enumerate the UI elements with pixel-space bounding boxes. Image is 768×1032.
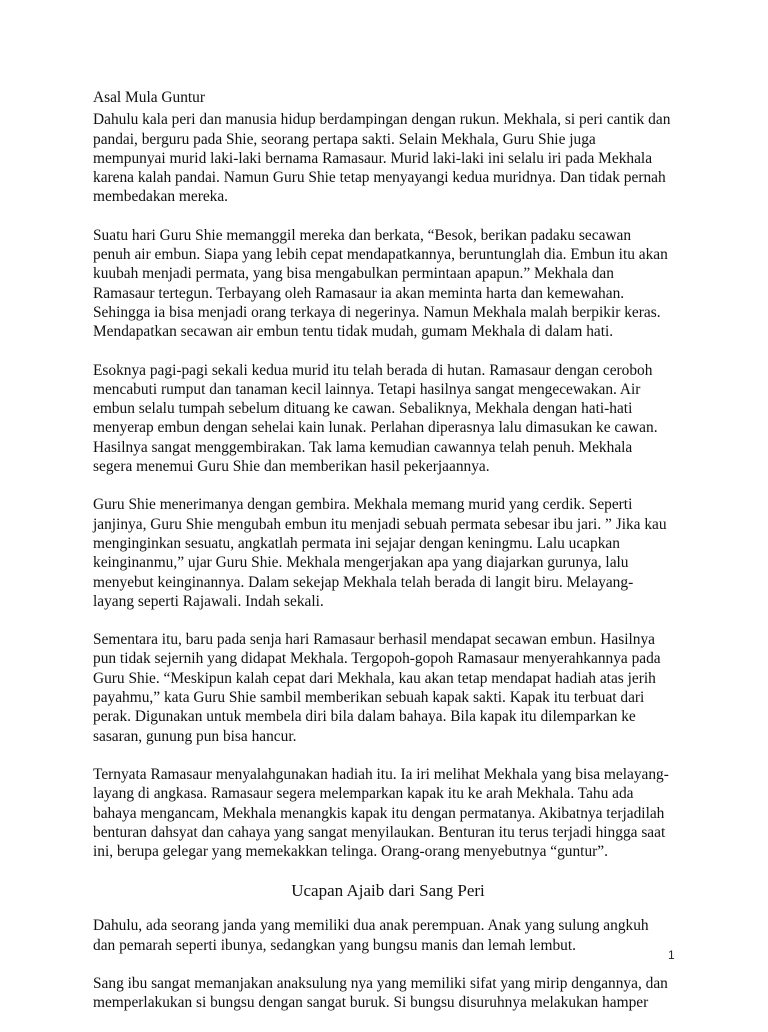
text-line: Ramasaur tertegun. Terbayang oleh Ramasaur ia akan meminta harta dan kemewahan.: [93, 284, 625, 302]
text-line: perak. Digunakan untuk membela diri bila dalam bahaya. Bila kapak itu dilemparkan ke: [93, 708, 636, 726]
text-line: Guru Shie. “Meskipun kalah cepat dari Mekhala, kau akan tetap mendapat hadiah atas jerih: [93, 669, 656, 687]
paragraph: [93, 226, 683, 342]
paragraph: [93, 765, 683, 861]
paragraph: [93, 630, 683, 746]
section-heading: Ucapan Ajaib dari Sang Peri: [291, 881, 485, 901]
text-line: Sang ibu sangat memanjakan anaksulung nya yang memiliki sifat yang mirip dengannya, dan: [93, 974, 668, 992]
text-line: Sementara itu, baru pada senja hari Ramasaur berhasil mendapat secawan embun. Hasilnya: [93, 631, 655, 649]
text-line: membedakan mereka.: [93, 188, 229, 206]
text-line: bahaya mengancam, Mekhala menangkis kapak itu dengan permatanya. Akibatnya terjadilah: [93, 804, 665, 822]
page-number: 1: [668, 948, 675, 962]
text-line: kuubah menjadi permata, yang bisa mengabulkan permintaan apapun.” Mekhala dan: [93, 265, 614, 283]
paragraph: [93, 361, 683, 477]
text-line: penuh air embun. Siapa yang lebih cepat mendapatkannya, beruntunglah dia. Embun itu akan: [93, 246, 668, 264]
text-line: Sehingga ia bisa menjadi orang terkaya di negerinya. Namun Mekhala malah berpikir keras.: [93, 303, 661, 321]
paragraph: [93, 110, 683, 206]
text-line: Dahulu, ada seorang janda yang memiliki dua anak perempuan. Anak yang sulung angkuh: [93, 917, 649, 935]
text-line: Mendapatkan secawan air embun tentu tidak mudah, gumam Mekhala di dalam hati.: [93, 323, 614, 341]
text-line: karena kalah pandai. Namun Guru Shie tetap menyayangi kedua muridnya. Dan tidak pernah: [93, 169, 666, 187]
text-line: mencabuti rumput dan tanaman kecil lainnya. Tetapi hasilnya sangat mengecewakan. Air: [93, 380, 641, 398]
text-line: layang di angkasa. Ramasaur segera melemparkan kapak itu ke arah Mekhala. Tahu ada: [93, 785, 634, 803]
paragraph: [93, 916, 683, 955]
text-line: keinginanmu,” ujar Guru Shie. Mekhala mengerjakan apa yang diajarkan gurunya, lalu: [93, 554, 629, 572]
text-line: dan pemarah seperti ibunya, sedangkan yang bungsu manis dan lemah lembut.: [93, 936, 576, 954]
story-paragraphs: [93, 110, 683, 861]
text-line: pun tidak sejernih yang didapat Mekhala. Tergopoh-gopoh Ramasaur menyerahkannya pada: [93, 650, 661, 668]
text-line: benturan dahsyat dan cahaya yang sangat menyilaukan. Benturan itu terus terjadi hingga saat: [93, 823, 666, 841]
text-line: pandai, berguru pada Shie, seorang pertapa sakti. Selain Mekhala, Guru Shie juga: [93, 130, 596, 148]
text-line: Ternyata Ramasaur menyalahgunakan hadiah itu. Ia iri melihat Mekhala yang bisa melayang-: [93, 765, 669, 783]
text-line: ini, berupa gelegar yang memekakkan telinga. Orang-orang menyebutnya “guntur”.: [93, 843, 608, 861]
text-line: Hasilnya sangat menggembirakan. Tak lama kemudian cawannya telah penuh. Mekhala: [93, 438, 633, 456]
text-line: menyebut keinginannya. Dalam sekejap Mekhala telah berada di langit biru. Melayang-: [93, 573, 634, 591]
document-body: [93, 88, 683, 1032]
document-title: Asal Mula Guntur: [93, 89, 205, 106]
text-line: Guru Shie menerimanya dengan gembira. Mekhala memang murid yang cerdik. Seperti: [93, 496, 633, 514]
text-line: memperlakukan si bungsu dengan sangat buruk. Si bungsu disuruhnya melakukan hamper: [93, 994, 649, 1012]
text-line: Dahulu kala peri dan manusia hidup berdampingan dengan rukun. Mekhala, si peri cantik dan: [93, 111, 671, 129]
text-line: janjinya, Guru Shie mengubah embun itu menjadi sebuah permata sebesar ibu jari. ” Jika kau: [93, 515, 667, 533]
text-line: Suatu hari Guru Shie memanggil mereka dan berkata, “Besok, berikan padaku secawan: [93, 226, 632, 244]
text-line: segera menemui Guru Shie dan memberikan hasil pekerjaannya.: [93, 458, 490, 476]
text-line: mempunyai murid laki-laki bernama Ramasaur. Murid laki-laki ini selalu iri pada Mekhala: [93, 149, 653, 167]
paragraph: [93, 974, 683, 1013]
paragraph: [93, 495, 683, 611]
text-line: embun selalu tumpah sebelum dituang ke cawan. Sebaliknya, Mekhala dengan hati-hati: [93, 400, 633, 418]
text-line: layang seperti Rajawali. Indah sekali.: [93, 592, 324, 610]
text-line: menyerap embun dengan sehelai kain lunak. Perlahan diperasnya lalu dimasukan ke cawan.: [93, 419, 658, 437]
section-paragraphs: [93, 916, 683, 1012]
text-line: Esoknya pagi-pagi sekali kedua murid itu telah berada di hutan. Ramasaur dengan ceroboh: [93, 361, 653, 379]
text-line: sasaran, gunung pun bisa hancur.: [93, 727, 297, 745]
text-line: payahmu,” kata Guru Shie sambil memberikan sebuah kapak sakti. Kapak itu terbuat dari: [93, 689, 645, 707]
text-line: menginginkan sesuatu, angkatlah permata ini sejajar dengan keningmu. Lalu ucapkan: [93, 534, 620, 552]
